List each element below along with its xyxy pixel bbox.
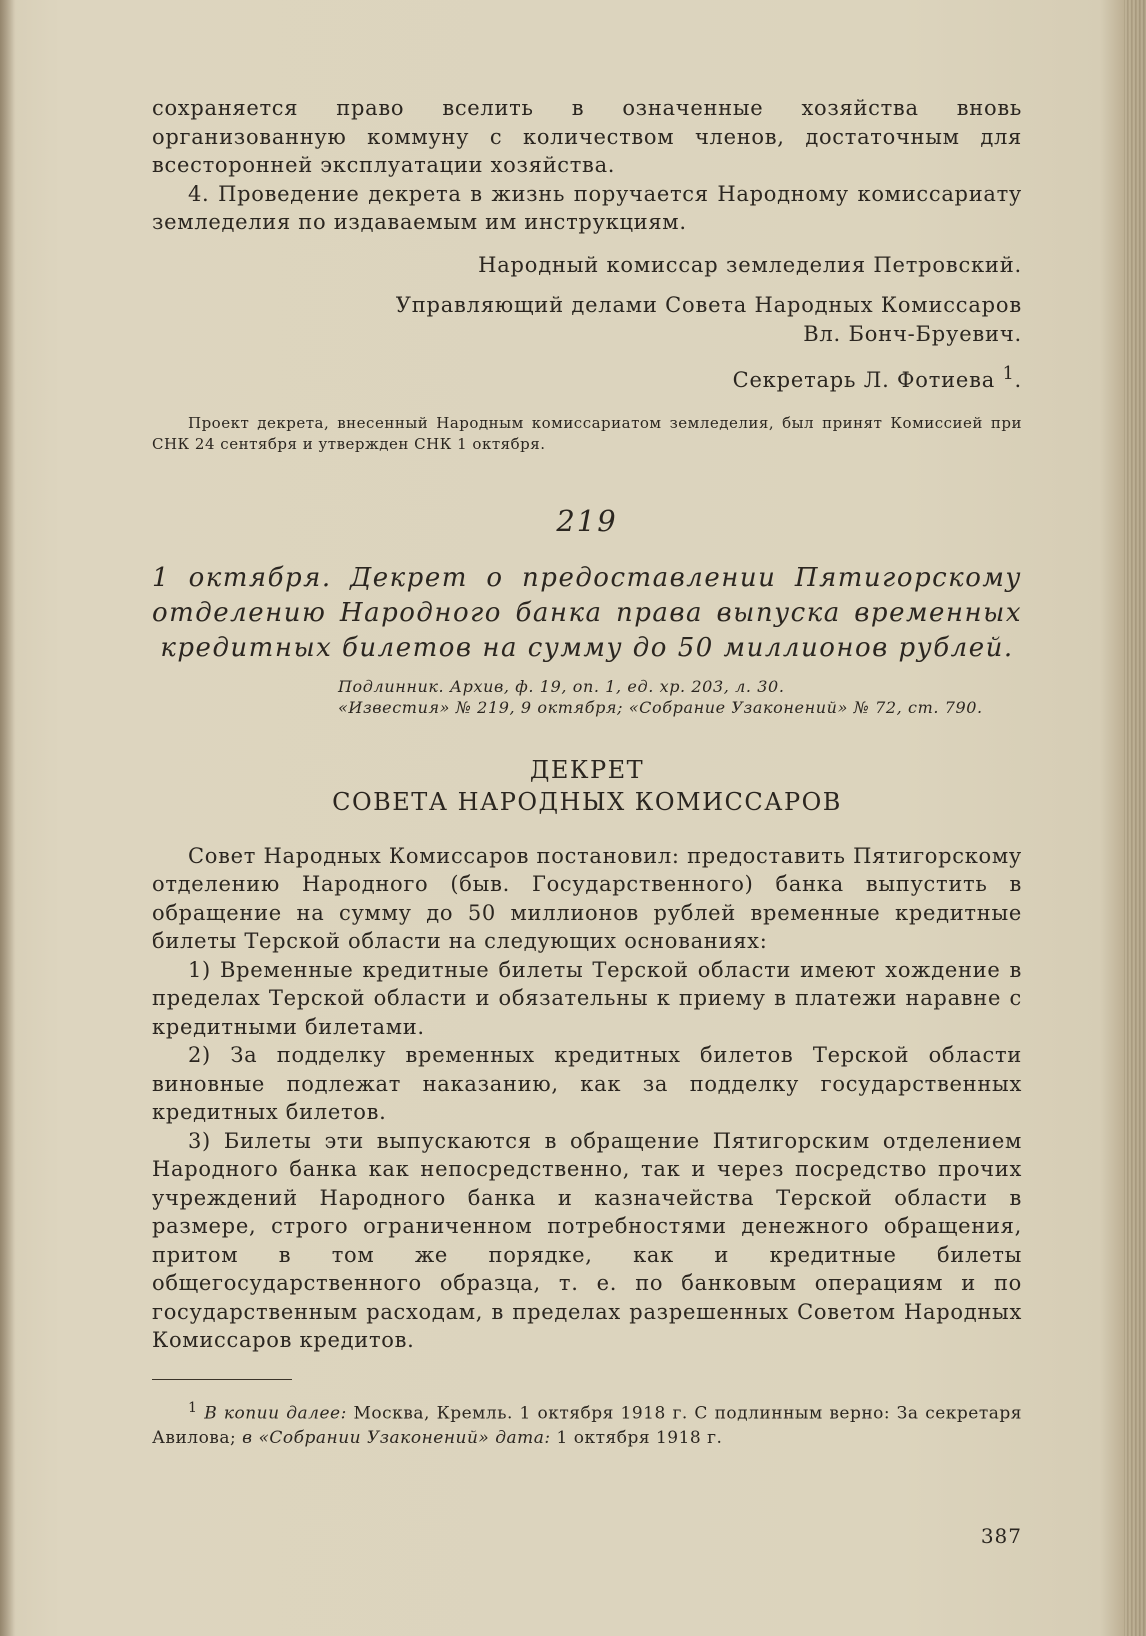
document-number: 219 xyxy=(556,503,618,538)
decree-heading xyxy=(152,754,1022,818)
page-number: 387 xyxy=(980,1524,1022,1548)
source-original: Подлинник. Архив, ф. 19, оп. 1, ед. хр. 203, л. 30. xyxy=(338,676,785,696)
point-4-paragraph: 4. Проведение декрета в жизнь поручается Народному комиссариату земледелия по издаваемым им инструкциям. xyxy=(152,181,1022,234)
gutter-shadow xyxy=(0,0,16,1636)
signature-manager-name: Вл. Бонч-Бруевич. xyxy=(803,321,1022,346)
secretary-period: . xyxy=(1014,368,1022,392)
footnote-label-1: В копии далее: xyxy=(204,1403,347,1424)
footnote xyxy=(152,1396,1022,1452)
decree-heading-line-1: ДЕКРЕТ xyxy=(529,755,645,784)
footnote-label-2: в «Собрании Узаконений» дата: xyxy=(242,1428,551,1449)
footnote-reference: 1 xyxy=(1002,364,1015,384)
decree-body xyxy=(152,842,1022,1355)
signature-secretary xyxy=(152,360,1022,395)
decree-clause-1: 1) Временные кредитные билеты Терской области имеют хождение в пределах Терской области и обязательны к приему в платежи наравне с кредитными билетами. xyxy=(152,957,1022,1039)
page-content xyxy=(152,94,1022,1451)
document-title: 1 октября. Декрет о предоставлении Пятигорскому отделению Народного банка права выпуска временных кредитных билетов на сумму до 50 миллионов рублей. xyxy=(152,562,1022,663)
secretary-text: Секретарь Л. Фотиева xyxy=(732,368,996,392)
continuation-paragraph: сохраняется право вселить в означенные хозяйства вновь организованную коммуну с количеством членов, достаточным для всесторонней эксплуатации хозяйства. xyxy=(152,96,1022,177)
editorial-note: Проект декрета, внесенный Народным комиссариатом земледелия, был принят Комиссией при СНК 24 сентября и утвержден СНК 1 октября. xyxy=(152,413,1022,453)
source-publication: «Известия» № 219, 9 октября; «Собрание Узаконений» № 72, ст. 790. xyxy=(338,697,983,717)
decree-heading-line-2: СОВЕТА НАРОДНЫХ КОМИССАРОВ xyxy=(332,787,842,816)
page-edge xyxy=(1124,0,1146,1636)
decree-clause-2: 2) За подделку временных кредитных билетов Терской области виновные подлежат наказанию, как за подделку государственных кредитных билетов. xyxy=(152,1043,1022,1124)
footnote-text-1: Москва, Кремль. 1 октября 1918 г. С подлинным верно: За секретаря Авилова; xyxy=(152,1403,1023,1449)
footnote-divider xyxy=(152,1379,292,1380)
footnote-mark: 1 xyxy=(188,1399,198,1416)
signature-commissar: Народный комиссар земледелия Петровский. xyxy=(478,252,1022,277)
decree-intro: Совет Народных Комиссаров постановил: предоставить Пятигорскому отделению Народного (быв. Государственного) банка выпустить в обращение на сумму до 50 миллионов рублей временные кредитные билеты Терской области на следующих основаниях: xyxy=(152,843,1022,953)
document-sources xyxy=(292,676,1022,718)
signature-manager-title: Управляющий делами Совета Народных Комиссаров xyxy=(395,293,1022,317)
decree-clause-3: 3) Билеты эти выпускаются в обращение Пятигорским отделением Народного банка как непосредственно, так и через посредство прочих учреждений Народного банка и казначейства Терской области в размере, строго ограниченном потребностями денежного обращения, притом в том же порядке, как и кредитные билеты общегосударственного образца, т. е. по банковым операциям и по государственным расходам, в пределах разрешенных Советом Народных Комиссаров кредитов. xyxy=(152,1128,1022,1352)
footnote-text-2: 1 октября 1918 г. xyxy=(556,1428,723,1449)
